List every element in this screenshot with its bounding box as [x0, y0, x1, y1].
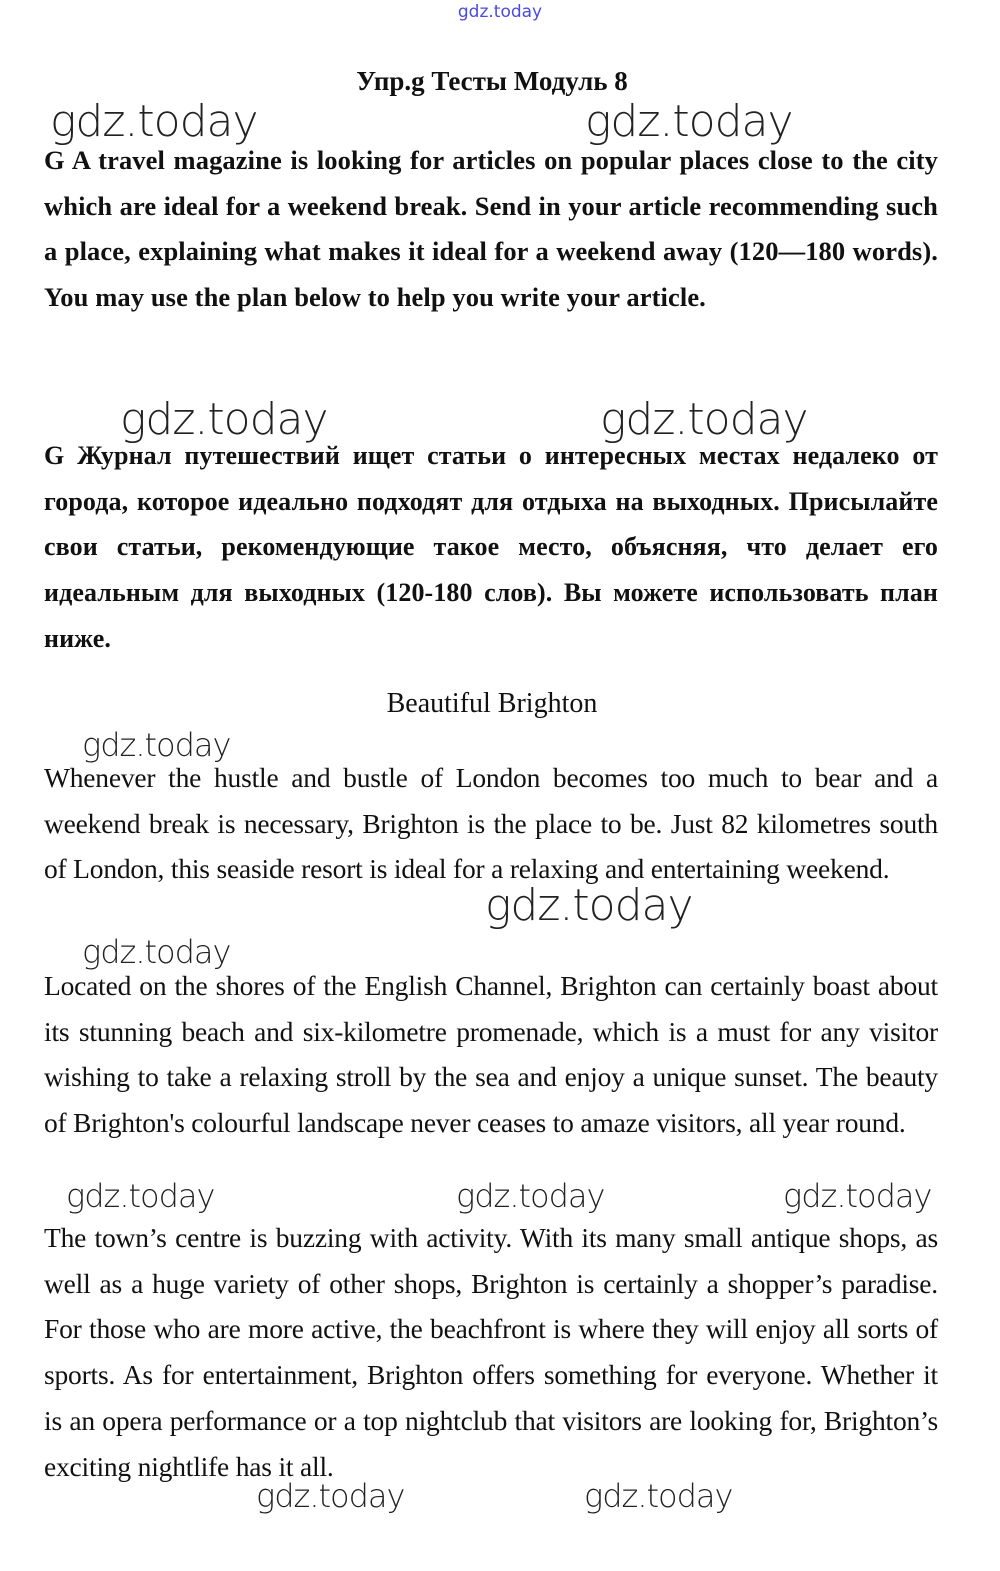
watermark: gdz.today [456, 1177, 605, 1215]
page-title: Упр.g Тесты Модуль 8 [356, 66, 628, 96]
watermark: gdz.today [66, 1177, 215, 1215]
article-title: Beautiful Brighton [386, 688, 598, 719]
task-english: G A travel magazine is looking for articles on popular places close to the city which are ideal for a weekend break. Send in your article recommending such a place, explaining what makes it ideal for a weekend away (120—180 words). You may use the plan below to help you write your article. [44, 145, 938, 313]
article-paragraph: Whenever the hustle and bustle of London becomes too much to bear and a weekend break is necessary, Brighton is the place to be. Just 82 kilometres south of London, this seaside resort is ideal for a relaxing and entertaining weekend. [44, 762, 938, 885]
watermark: gdz.today [485, 880, 693, 931]
watermark: gdz.today [120, 394, 328, 445]
watermark: gdz.today [50, 96, 258, 147]
watermark: gdz.today [783, 1177, 932, 1215]
watermark: gdz.today [82, 933, 231, 971]
task-russian: G Журнал путешествий ищет статьи о интересных местах недалеко от города, которое идеально подходят для отдыха на выходных. Присылайте свои статьи, рекомендующие такое место, объясняя, что делает его идеальным для выходных (120-180 слов). Вы можете использовать план ниже. [44, 441, 938, 653]
watermark: gdz.today [584, 1477, 733, 1515]
site-watermark-link[interactable]: gdz.today [457, 2, 543, 22]
article-paragraph: Located on the shores of the English Channel, Brighton can certainly boast about its stunning beach and six-kilometre promenade, which is a must for any visitor wishing to take a relaxing stroll by the sea and enjoy a unique sunset. The beauty of Brighton's colourful landscape never ceases to amaze visitors, all year round. [44, 970, 938, 1139]
watermark: gdz.today [585, 96, 793, 147]
watermark: gdz.today [82, 726, 231, 764]
article-paragraph: The town’s centre is buzzing with activity. With its many small antique shops, as well as a huge variety of other shops, Brighton is certainly a shopper’s paradise. For those who are more active, the beachfront is where they will enjoy all sorts of sports. As for entertainment, Brighton offers something for everyone. Whether it is an opera performance or a top nightclub that visitors are looking for, Brighton’s exciting nightlife has it all. [44, 1222, 938, 1482]
watermark: gdz.today [256, 1477, 405, 1515]
watermark: gdz.today [600, 394, 808, 445]
